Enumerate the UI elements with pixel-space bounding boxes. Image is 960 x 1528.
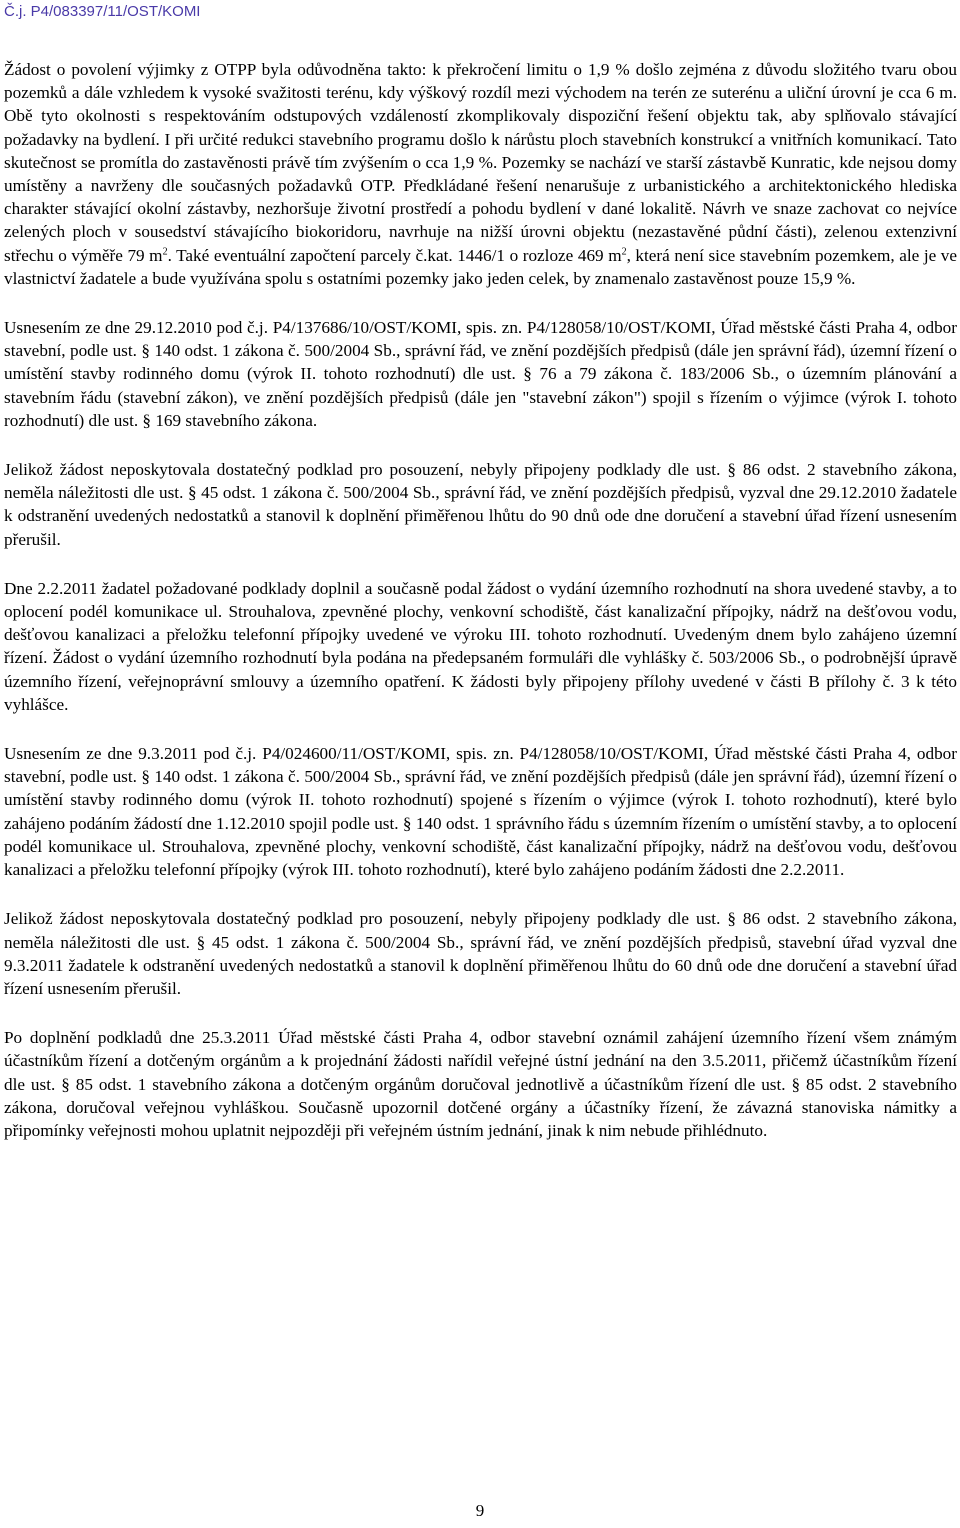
paragraph-text: Po doplnění podkladů dne 25.3.2011 Úřad městské části Praha 4, odbor stavební oznámil zahájení územního řízení všem známým účastníkům řízení a dotčeným orgánům a k projednání žádosti nařídil veřejné ústní jednání na den 3.5.2011, přičemž účastníkům řízení dle ust. § 85 odst. 1 stavebního zákona a dotčeným orgánům doručoval jednotlivě a účastníkům řízení dle ust. § 85 odst. 2 stavebního zákona, doručoval veřejnou vyhláškou. Současně upozornil dotčené orgány a účastníky řízení, že závazná stanoviska námitky a připomínky veřejnosti mohou uplatnit nejpozději při veřejném ústním jednání, jinak k nim nebude přihlédnuto. [4,1028,957,1140]
paragraph-text: Usnesením ze dne 29.12.2010 pod č.j. P4/137686/10/OST/KOMI, spis. zn. P4/128058/10/OST/KOMI, Úřad městské části Praha 4, odbor stavební, podle ust. § 140 odst. 1 zákona č. 500/2004 Sb., správní řád, ve znění pozdějších předpisů (dále jen správní řád), územní řízení o umístění stavby rodinného domu (výrok II. tohoto rozhodnutí) dle ust. § 76 a 79 zákona č. 183/2006 Sb., o územním plánování a stavebním řádu (stavební zákon), ve znění pozdějších předpisů (dále jen "stavební zákon") spojil s řízením o výjimce (výrok I. tohoto rozhodnutí) dle ust. § 169 stavebního zákona. [4,318,957,430]
paragraph-p3 [4,458,957,551]
paragraph-text: . Také eventuální započtení parcely č.kat. 1446/1 o rozloze 469 m [167,245,622,265]
paragraph-text: Jelikož žádost neposkytovala dostatečný podklad pro posouzení, nebyly připojeny podklady dle ust. § 86 odst. 2 stavebního zákona, neměla náležitosti dle ust. § 45 odst. 1 zákona č. 500/2004 Sb., správní řád, ve znění pozdějších předpisů, stavební úřad vyzval dne 9.3.2011 žadatele k odstranění uvedených nedostatků a stanovil k doplnění přiměřenou lhůtu do 60 dnů ode dne doručení a stavební úřad řízení usnesením přerušil. [4,909,957,998]
paragraph-text: Jelikož žádost neposkytovala dostatečný podklad pro posouzení, nebyly připojeny podklady dle ust. § 86 odst. 2 stavebního zákona, neměla náležitosti dle ust. § 45 odst. 1 zákona č. 500/2004 Sb., správní řád, ve znění pozdějších předpisů, vyzval dne 29.12.2010 žadatele k odstranění uvedených nedostatků a stanovil k doplnění přiměřenou lhůtu do 90 dnů ode dne doručení a stavební úřad řízení usnesením přerušil. [4,460,957,549]
paragraph-p6 [4,907,957,1000]
paragraph-p1 [4,58,957,290]
paragraph-text: Usnesením ze dne 9.3.2011 pod č.j. P4/024600/11/OST/KOMI, spis. zn. P4/128058/10/OST/KOMI, Úřad městské části Praha 4, odbor stavební, podle ust. § 140 odst. 1 zákona č. 500/2004 Sb., správní řád, ve znění pozdějších předpisů (dále jen správní řád), územní řízení o umístění stavby rodinného domu (výrok II. tohoto rozhodnutí) spojené s řízením o výjimce (výrok I. tohoto rozhodnutí), které bylo zahájeno podáním žádostí dne 1.12.2010 spojil podle ust. § 140 odst. 1 správního řádu s územním řízením o umístění stavby, a to oplocení podél komunikace ul. Strouhalova, zpevněné plochy, venkovní schodiště, část kanalizační přípojky, nádrž na dešťovou vodu, dešťovou kanalizaci a přeložku telefonní přípojky (výrok III. tohoto rozhodnutí), které bylo zahájeno podáním žádosti dne 2.2.2011. [4,744,957,880]
paragraph-p5 [4,742,957,881]
document-body [4,58,957,1168]
superscript: 2 [621,245,627,257]
paragraph-text: Žádost o povolení výjimky z OTPP byla odůvodněna takto: k překročení limitu o 1,9 % došlo zejména z důvodu složitého tvaru obou pozemků a dále vzhledem k vysoké svažitosti terénu, kdy výškový rozdíl mezi východem na terén ze suterénu a uliční úrovní je cca 6 m. Obě tyto okolnosti s respektováním odstupových vzdáleností zkomplikovaly dispoziční řešení objektu tak, aby splňovalo stávající požadavky na bydlení. I při určité redukci stavebního programu došlo k nárůstu ploch stavebních konstrukcí a vnitřních komunikací. Tato skutečnost se promítla do zastavěnosti právě tím zvýšením o cca 1,9 %. Pozemky se nachází ve starší zástavbě Kunratic, kde nejsou domy umístěny a navrženy dle současných požadavků OTP. Předkládané řešení nenarušuje z urbanistického a architektonického hlediska charakter stávající okolní zástavby, nezhoršuje životní prostředí a pohodu bydlení v dané lokalitě. Návrh ve snaze zachovat co nejvíce zelených ploch v sousedství stávajícího biokoridoru, navrhuje na nižší úrovni objektu (nezastavěné půdní části), zelenou extenzivní střechu o výměře 79 m [4,60,957,265]
page-number: 9 [475,1501,485,1520]
paragraph-p4 [4,577,957,716]
superscript: 2 [162,245,168,257]
document-reference-header: Č.j. P4/083397/11/OST/KOMI [4,3,201,20]
paragraph-text: , která není sice stavebním pozemkem, ale je ve vlastnictví žadatele a bude využívána spolu s ostatními pozemky jako jeden celek, by znamenalo zastavěnost pouze 15,9 %. [4,245,958,288]
paragraph-text: Dne 2.2.2011 žadatel požadované podklady doplnil a současně podal žádost o vydání územního rozhodnutí na shora uvedené stavby, a to oplocení podél komunikace ul. Strouhalova, zpevněné plochy, venkovní schodiště, část kanalizační přípojky, nádrž na dešťovou vodu, dešťovou kanalizaci a přeložku telefonní přípojky uvedené ve výroku III. tohoto rozhodnutí. Uvedeným dnem bylo zahájeno územní řízení. Žádost o vydání územního rozhodnutí byla podána na předepsaném formuláři dle vyhlášky č. 503/2006 Sb., o podrobnější úpravě územního řízení, veřejnoprávní smlouvy a územního opatření. K žádosti byly připojeny přílohy uvedené v části B přílohy č. 3 k této vyhlášce. [4,578,957,714]
paragraph-p2 [4,316,957,432]
paragraph-p7 [4,1026,957,1142]
